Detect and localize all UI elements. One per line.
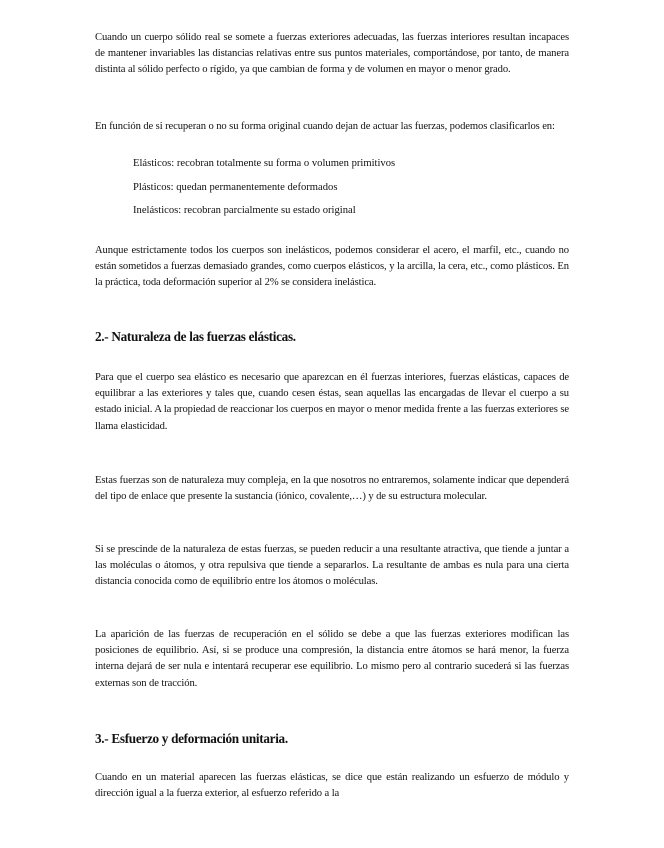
classification-item-plastic: Plásticos: quedan permanentemente deformados — [133, 181, 338, 193]
classification-list — [133, 152, 553, 223]
intro-paragraph-2: En función de si recuperan o no su forma original cuando dejan de actuar las fuerzas, podemos clasificarlos en: — [95, 121, 555, 132]
classification-item-elastic: Elásticos: recobran totalmente su forma o volumen primitivos — [133, 158, 396, 169]
section-2-paragraph-2: Estas fuerzas son de naturaleza muy compleja, en la que nosotros no entraremos, solamente indicar que dependerá del tipo de enlace que presente la sustancia (iónico, covalente,…) y de su estructura molecular. — [95, 475, 569, 503]
section-2-paragraph-3: Si se prescinde de la naturaleza de estas fuerzas, se pueden reducir a una resultante atractiva, que tiende a juntar a las moléculas o átomos, y otra repulsiva que tiende a separarlos. La resultante de ambas es nula para una cierta distancia conocida como de equilibrio entre los átomos o moléculas. — [95, 544, 569, 588]
section-3-paragraph-1: Cuando en un material aparecen las fuerzas elásticas, se dice que están realizando un esfuerzo de módulo y dirección igual a la fuerza exterior, al esfuerzo referido a la — [95, 772, 569, 800]
intro-paragraph-1: Cuando un cuerpo sólido real se somete a fuerzas exteriores adecuadas, las fuerzas interiores resultan incapaces de mantener invariables las distancias relativas entre sus puntos materiales, comportándose, por tanto, de manera distinta al sólido perfecto o rígido, ya que cambian de forma y de volumen en mayor o menor grado. — [95, 32, 569, 76]
intro-paragraph-3: Aunque estrictamente todos los cuerpos son inelásticos, podemos considerar el acero, el marfil, etc., cuando no están sometidos a fuerzas demasiado grandes, como cuerpos elásticos, y la arcilla, la cera, etc., como plásticos. En la práctica, toda deformación superior al 2% se considera inelástica. — [95, 245, 569, 289]
classification-item-inelastic: Inelásticos: recobran parcialmente su estado original — [133, 205, 356, 216]
section-3-heading: 3.- Esfuerzo y deformación unitaria. — [95, 731, 288, 746]
section-2-heading: 2.- Naturaleza de las fuerzas elásticas. — [95, 329, 296, 344]
section-2-paragraph-4: La aparición de las fuerzas de recuperación en el sólido se debe a que las fuerzas exteriores modifican las posiciones de equilibrio. Así, si se produce una compresión, la distancia entre átomos se hará menor, la fuerza interna dejará de ser nula e intentará recuperar ese equilibrio. Lo mismo pero al contrario sucederá si las fuerzas externas son de tracción. — [95, 629, 569, 689]
section-2-paragraph-1: Para que el cuerpo sea elástico es necesario que aparezcan en él fuerzas interiores, fuerzas elásticas, capaces de equilibrar a las exteriores y tales que, cuando cesen éstas, sean aquellas las encargadas de llevar el cuerpo a su estado inicial. A la propiedad de reaccionar los cuerpos en mayor o menor medida frente a las fuerzas exteriores se llama elasticidad. — [95, 372, 569, 432]
